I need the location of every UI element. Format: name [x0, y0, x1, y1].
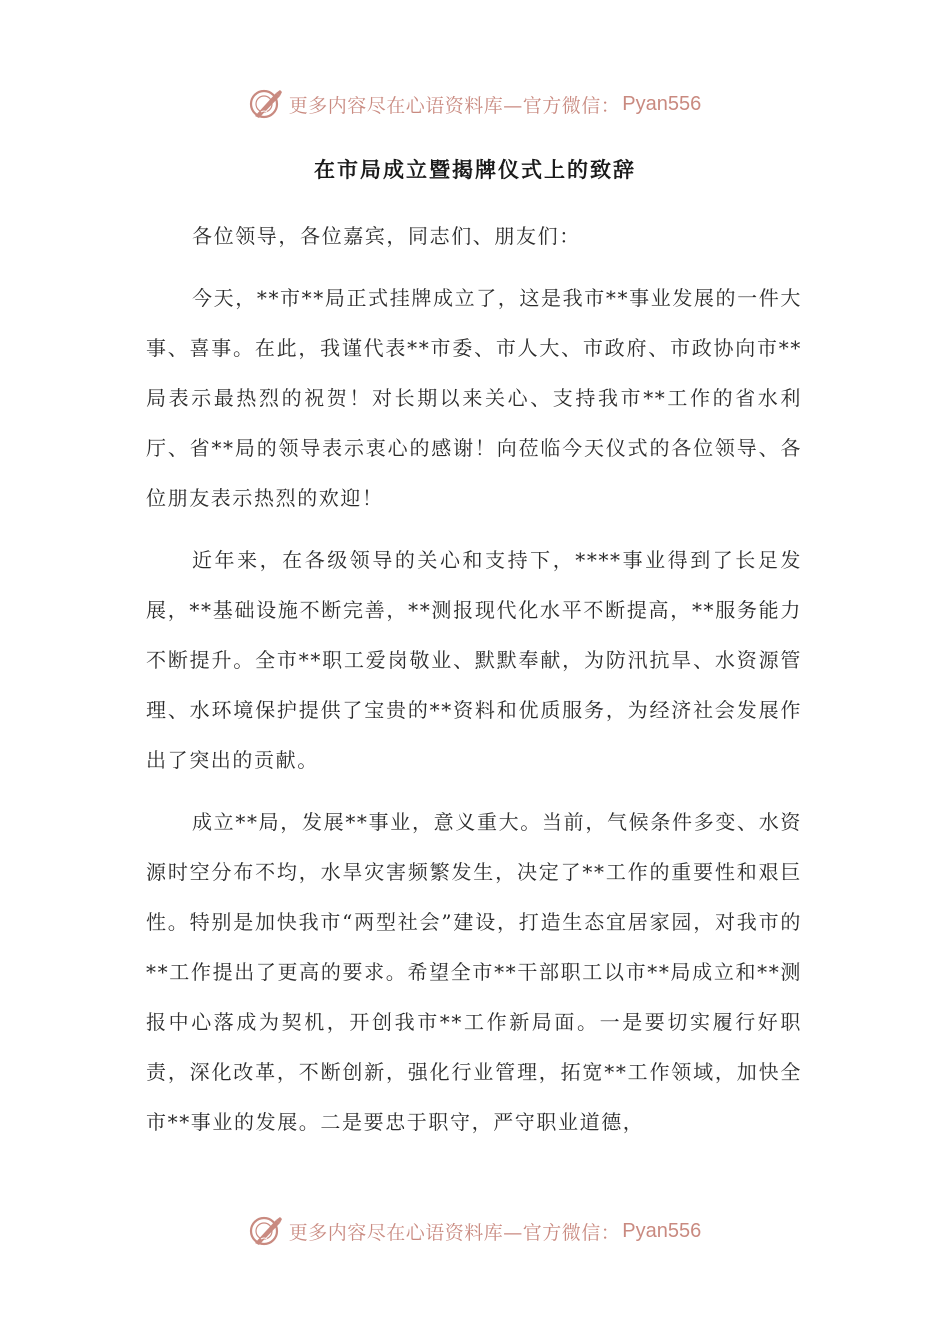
paragraph-1: 今天，**市**局正式挂牌成立了，这是我市**事业发展的一件大事、喜事。在此，我谨代表**市委、市人大、市政府、市政协向市**局表示最热烈的祝贺！对长期以来关心、支持我市**工作的省水利厅、省**局的领导表示衷心的感谢！向莅临今天仪式的各位领导、各位朋友表示热烈的欢迎！ [146, 286, 802, 510]
pen-logo-icon [249, 1214, 283, 1248]
paragraph-3: 成立**局，发展**事业，意义重大。当前，气候条件多变、水资源时空分布不均，水旱灾害频繁发生，决定了**工作的重要性和艰巨性。特别是加快我市“两型社会”建设，打造生态宜居家园，对我市的**工作提出了更高的要求。希望全市**干部职工以市**局成立和**测报中心落成为契机，开创我市**工作新局面。一是要切实履行好职责，深化改革，不断创新，强化行业管理，拓宽**工作领域，加快全市**事业的发展。二是要忠于职守，严守职业道德， [146, 810, 802, 1134]
pen-logo-icon [249, 87, 283, 121]
document-title: 在市局成立暨揭牌仪式上的致辞 [314, 157, 636, 182]
document-body [146, 211, 802, 1159]
watermark-banner-bottom [0, 1211, 950, 1251]
salutation: 各位领导，各位嘉宾，同志们、朋友们： [192, 224, 581, 248]
watermark-wechat-id: Pyan556 [622, 1219, 702, 1242]
watermark-wechat-id: Pyan556 [622, 92, 702, 115]
watermark-text: 更多内容尽在心语资料库—官方微信： [288, 1221, 621, 1244]
watermark-banner-top [0, 84, 950, 124]
paragraph-2: 近年来，在各级领导的关心和支持下，****事业得到了长足发展，**基础设施不断完善，**测报现代化水平不断提高，**服务能力不断提升。全市**职工爱岗敬业、默默奉献，为防汛抗旱、水资源管理、水环境保护提供了宝贵的**资料和优质服务，为经济社会发展作出了突出的贡献。 [146, 548, 802, 772]
watermark-text: 更多内容尽在心语资料库—官方微信： [288, 94, 621, 117]
